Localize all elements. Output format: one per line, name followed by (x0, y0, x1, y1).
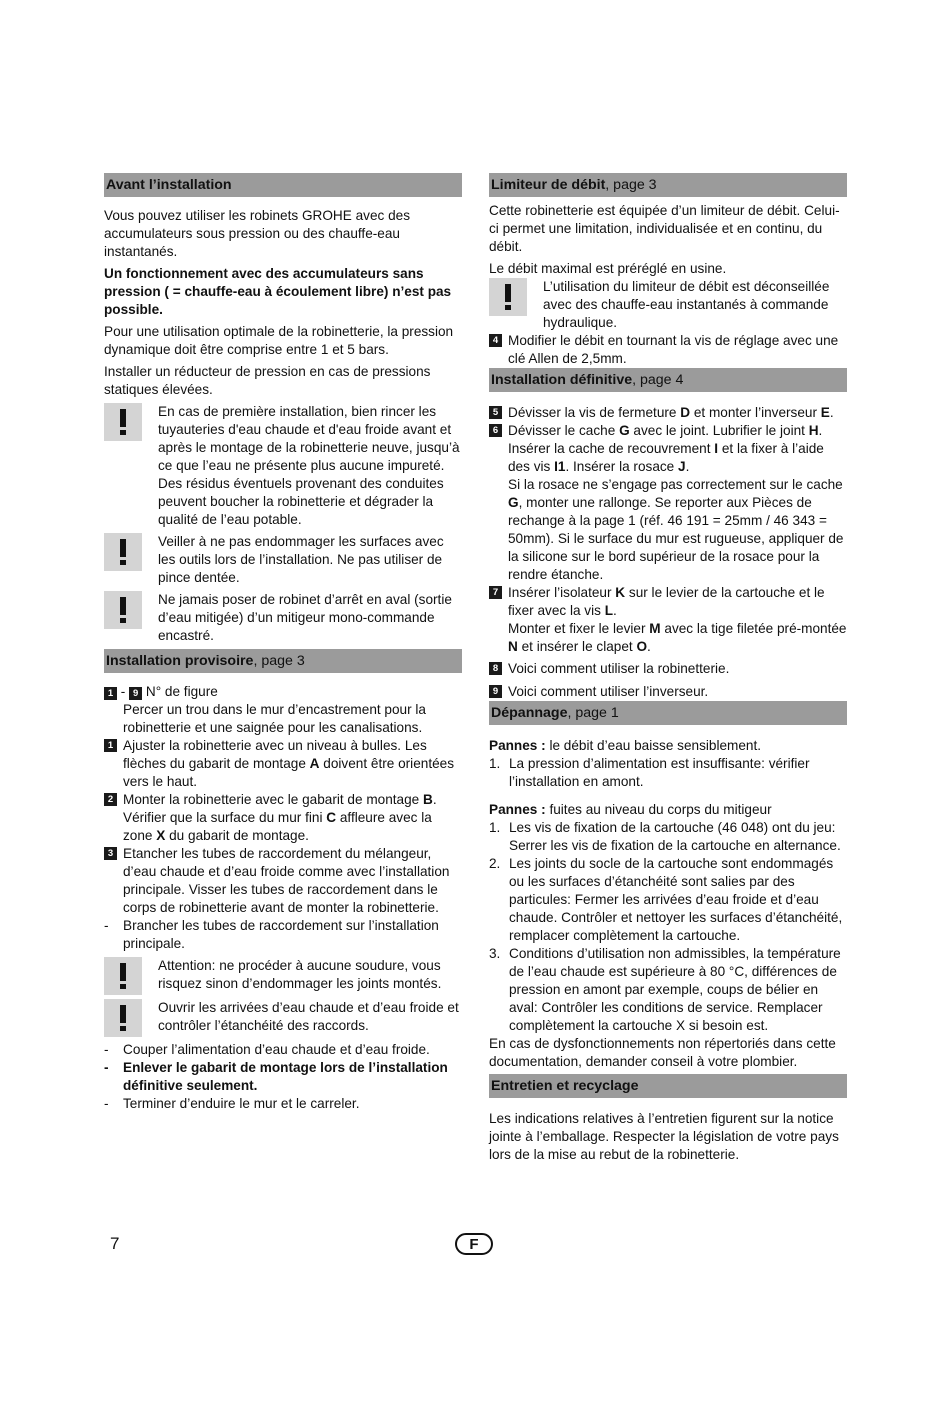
warning-note (489, 278, 847, 332)
step-number: 1 (104, 739, 117, 752)
list-item (489, 855, 847, 945)
language-badge: F (455, 1233, 493, 1255)
warning-text: En cas de première installation, bien rincer les tuyauteries d'eau chaude et d'eau froide avant et après le montage de la robinetterie neuve, jusqu’à ce que l’eau ne présente plus aucune impureté. Des résidus éventuels provenant des conduites peuvent boucher la robinetterie et dégrader la qualité de l’eau potable. (158, 404, 460, 527)
section-header-installation-definitive: Installation définitive, page 4 (489, 368, 847, 392)
exclamation-icon (104, 957, 142, 995)
list-text: Conditions d’utilisation non admissibles, la température de l’eau chaude est supérieure à 80 °C, différences de pression en amont par exemple, coups de bélier en aval: Contrôler les conditions de service. Remplacer complètement la cartouche X si besoin est. (509, 946, 841, 1033)
step-1: 1 Ajuster la robinetterie avec un niveau à bulles. Les flèches du gabarit de montage A doivent être orientées vers le haut. (104, 737, 462, 791)
section-header-depannage: Dépannage, page 1 (489, 701, 847, 725)
warning-note (104, 533, 462, 587)
exclamation-icon (104, 533, 142, 571)
page-number: 7 (110, 1234, 120, 1253)
warning-text: L’utilisation du limiteur de débit est déconseillée avec des chauffe-eau instantanés à commande hydraulique. (543, 279, 830, 330)
step-number: 6 (489, 424, 502, 437)
exclamation-icon (489, 278, 527, 316)
step-2: 2 Monter la robinetterie avec le gabarit de montage B. Vérifier que la surface du mur fini C affleure avec la zone X du gabarit de montage. (104, 791, 462, 845)
step-3: 3 Etancher les tubes de raccordement du mélangeur, d’eau chaude et d’eau froide comme avec l’installation principale. Visser les tubes de raccordement dans le corps de robinetterie avant de monter la robinetterie. (104, 845, 462, 917)
list-text: Les joints du socle de la cartouche sont endommagés ou les surfaces d’étanchéité sont salies par des particules: Fermer les arrivées d’eau froide et d’eau chaude. Contrôler et nettoyer les surfaces d’étanchéité, remplacer complètement la cartouche. (509, 856, 843, 943)
list-text: Les vis de fixation de la cartouche (46 048) ont du jeu: Serrer les vis de fixation de la cartouche en alternance. (509, 820, 841, 853)
exclamation-icon (104, 403, 142, 441)
dash-item: - Couper l’alimentation d’eau chaude et d’eau froide. (104, 1042, 430, 1057)
step-number: 3 (104, 847, 117, 860)
paragraph: Cette robinetterie est équipée d’un limiteur de débit. Celui-ci permet une limitation, individualisée et en continu, du débit. (489, 203, 840, 254)
warning-text: Ouvrir les arrivées d’eau chaude et d’eau froide et contrôler l’étanchéité des raccords. (158, 1000, 459, 1033)
pannes-heading: Pannes : le débit d’eau baisse sensiblement. (489, 738, 762, 753)
exclamation-icon (104, 999, 142, 1037)
dash-item-bold: - Enlever le gabarit de montage lors de l’installation définitive seulement. (104, 1060, 448, 1093)
step-number: 9 (489, 685, 502, 698)
paragraph: Vous pouvez utiliser les robinets GROHE avec des accumulateurs sous pression ou des chauffe-eau instantanés. (104, 208, 411, 259)
step-number: 9 (129, 687, 142, 700)
paragraph: Installer un réducteur de pression en cas de pressions statiques élevées. (104, 364, 431, 397)
step-number: 4 (489, 334, 502, 347)
pannes-list (489, 819, 847, 1035)
list-number: 2. (489, 856, 501, 871)
warning-note (104, 957, 462, 995)
step-number: 1 (104, 687, 117, 700)
paragraph: Pour une utilisation optimale de la robinetterie, la pression dynamique doit être comprise entre 1 et 5 bars. (104, 324, 454, 357)
step-number: 7 (489, 586, 502, 599)
warning-note (104, 999, 462, 1037)
section-header-entretien-recyclage: Entretien et recyclage (489, 1074, 847, 1098)
section-header-installation-provisoire: Installation provisoire, page 3 (104, 649, 462, 673)
warning-text: Attention: ne procéder à aucune soudure, vous risquez sinon d’endommager les joints montés. (158, 958, 442, 991)
warning-text: Ne jamais poser de robinet d’arrêt en aval (sortie d’eau mitigée) d’un mitigeur mono-commande encastré. (158, 592, 452, 643)
paragraph-bold: Un fonctionnement avec des accumulateurs sans pression ( = chauffe-eau à écoulement libre) n’est pas possible. (104, 266, 452, 317)
step-6: 6 Dévisser le cache G avec le joint. Lubrifier le joint H. Insérer la cache de recouvrement I et la fixer à l’aide des vis I1. Insérer la rosace J. Si la rosace ne s’engage pas correctement sur le cache G, monter une rallonge. Se reporter aux Pièces de rechange à la page 1 (réf. 46 191 = 25mm / 46 343 = 50mm). Si le surface du mur est rugueuse, appliquer de la silicone sur le bord supérieur de la rosace pour la rendre étanche. (489, 422, 847, 584)
pannes-heading: Pannes : fuites au niveau du corps du mitigeur (489, 802, 772, 817)
list-number: 1. (489, 820, 501, 835)
list-item (489, 755, 847, 791)
warning-text: Veiller à ne pas endommager les surfaces avec les outils lors de l’installation. Ne pas utiliser de pince dentée. (158, 534, 444, 585)
dash-item: - Terminer d’enduire le mur et le carreler. (104, 1096, 360, 1111)
step-number: 8 (489, 662, 502, 675)
figure-range: 1 - 9 N° de figure (104, 683, 462, 701)
paragraph: Percer un trou dans le mur d’encastrement pour la robinetterie et une saignée pour les canalisations. (123, 702, 426, 735)
paragraph: Le débit maximal est préréglé en usine. (489, 261, 727, 276)
step-4: 4 Modifier le débit en tournant la vis de réglage avec une clé Allen de 2,5mm. (489, 332, 847, 368)
left-column (104, 173, 462, 1113)
section-header-avant-installation: Avant l’installation (104, 173, 462, 197)
list-number: 3. (489, 946, 501, 961)
right-column (489, 173, 847, 1168)
exclamation-icon (104, 591, 142, 629)
step-7: 7 Insérer l’isolateur K sur le levier de la cartouche et le fixer avec la vis L. Monter et fixer le levier M avec la tige filetée pré-montée N et insérer le clapet O. (489, 584, 847, 656)
step-8: 8 Voici comment utiliser la robinetterie. (489, 660, 847, 678)
warning-note (104, 403, 462, 529)
pannes-list (489, 755, 847, 791)
list-number: 1. (489, 756, 501, 771)
list-item (489, 819, 847, 855)
warning-note (104, 591, 462, 645)
list-text: La pression d’alimentation est insuffisante: vérifier l’installation en amont. (509, 756, 810, 789)
paragraph: En cas de dysfonctionnements non répertoriés dans cette documentation, demander conseil à votre plombier. (489, 1036, 836, 1069)
step-5: 5 Dévisser la vis de fermeture D et monter l’inverseur E. (489, 404, 847, 422)
section-header-limiteur-de-debit: Limiteur de débit, page 3 (489, 173, 847, 197)
step-9: 9 Voici comment utiliser l’inverseur. (489, 683, 847, 701)
step-number: 5 (489, 406, 502, 419)
step-number: 2 (104, 793, 117, 806)
paragraph: Les indications relatives à l’entretien figurent sur la notice jointe à l’emballage. Respecter la législation de votre pays lors de la mise au rebut de la robinetterie. (489, 1111, 839, 1162)
list-item (489, 945, 847, 1035)
dash-item: - Brancher les tubes de raccordement sur l’installation principale. (104, 918, 439, 951)
